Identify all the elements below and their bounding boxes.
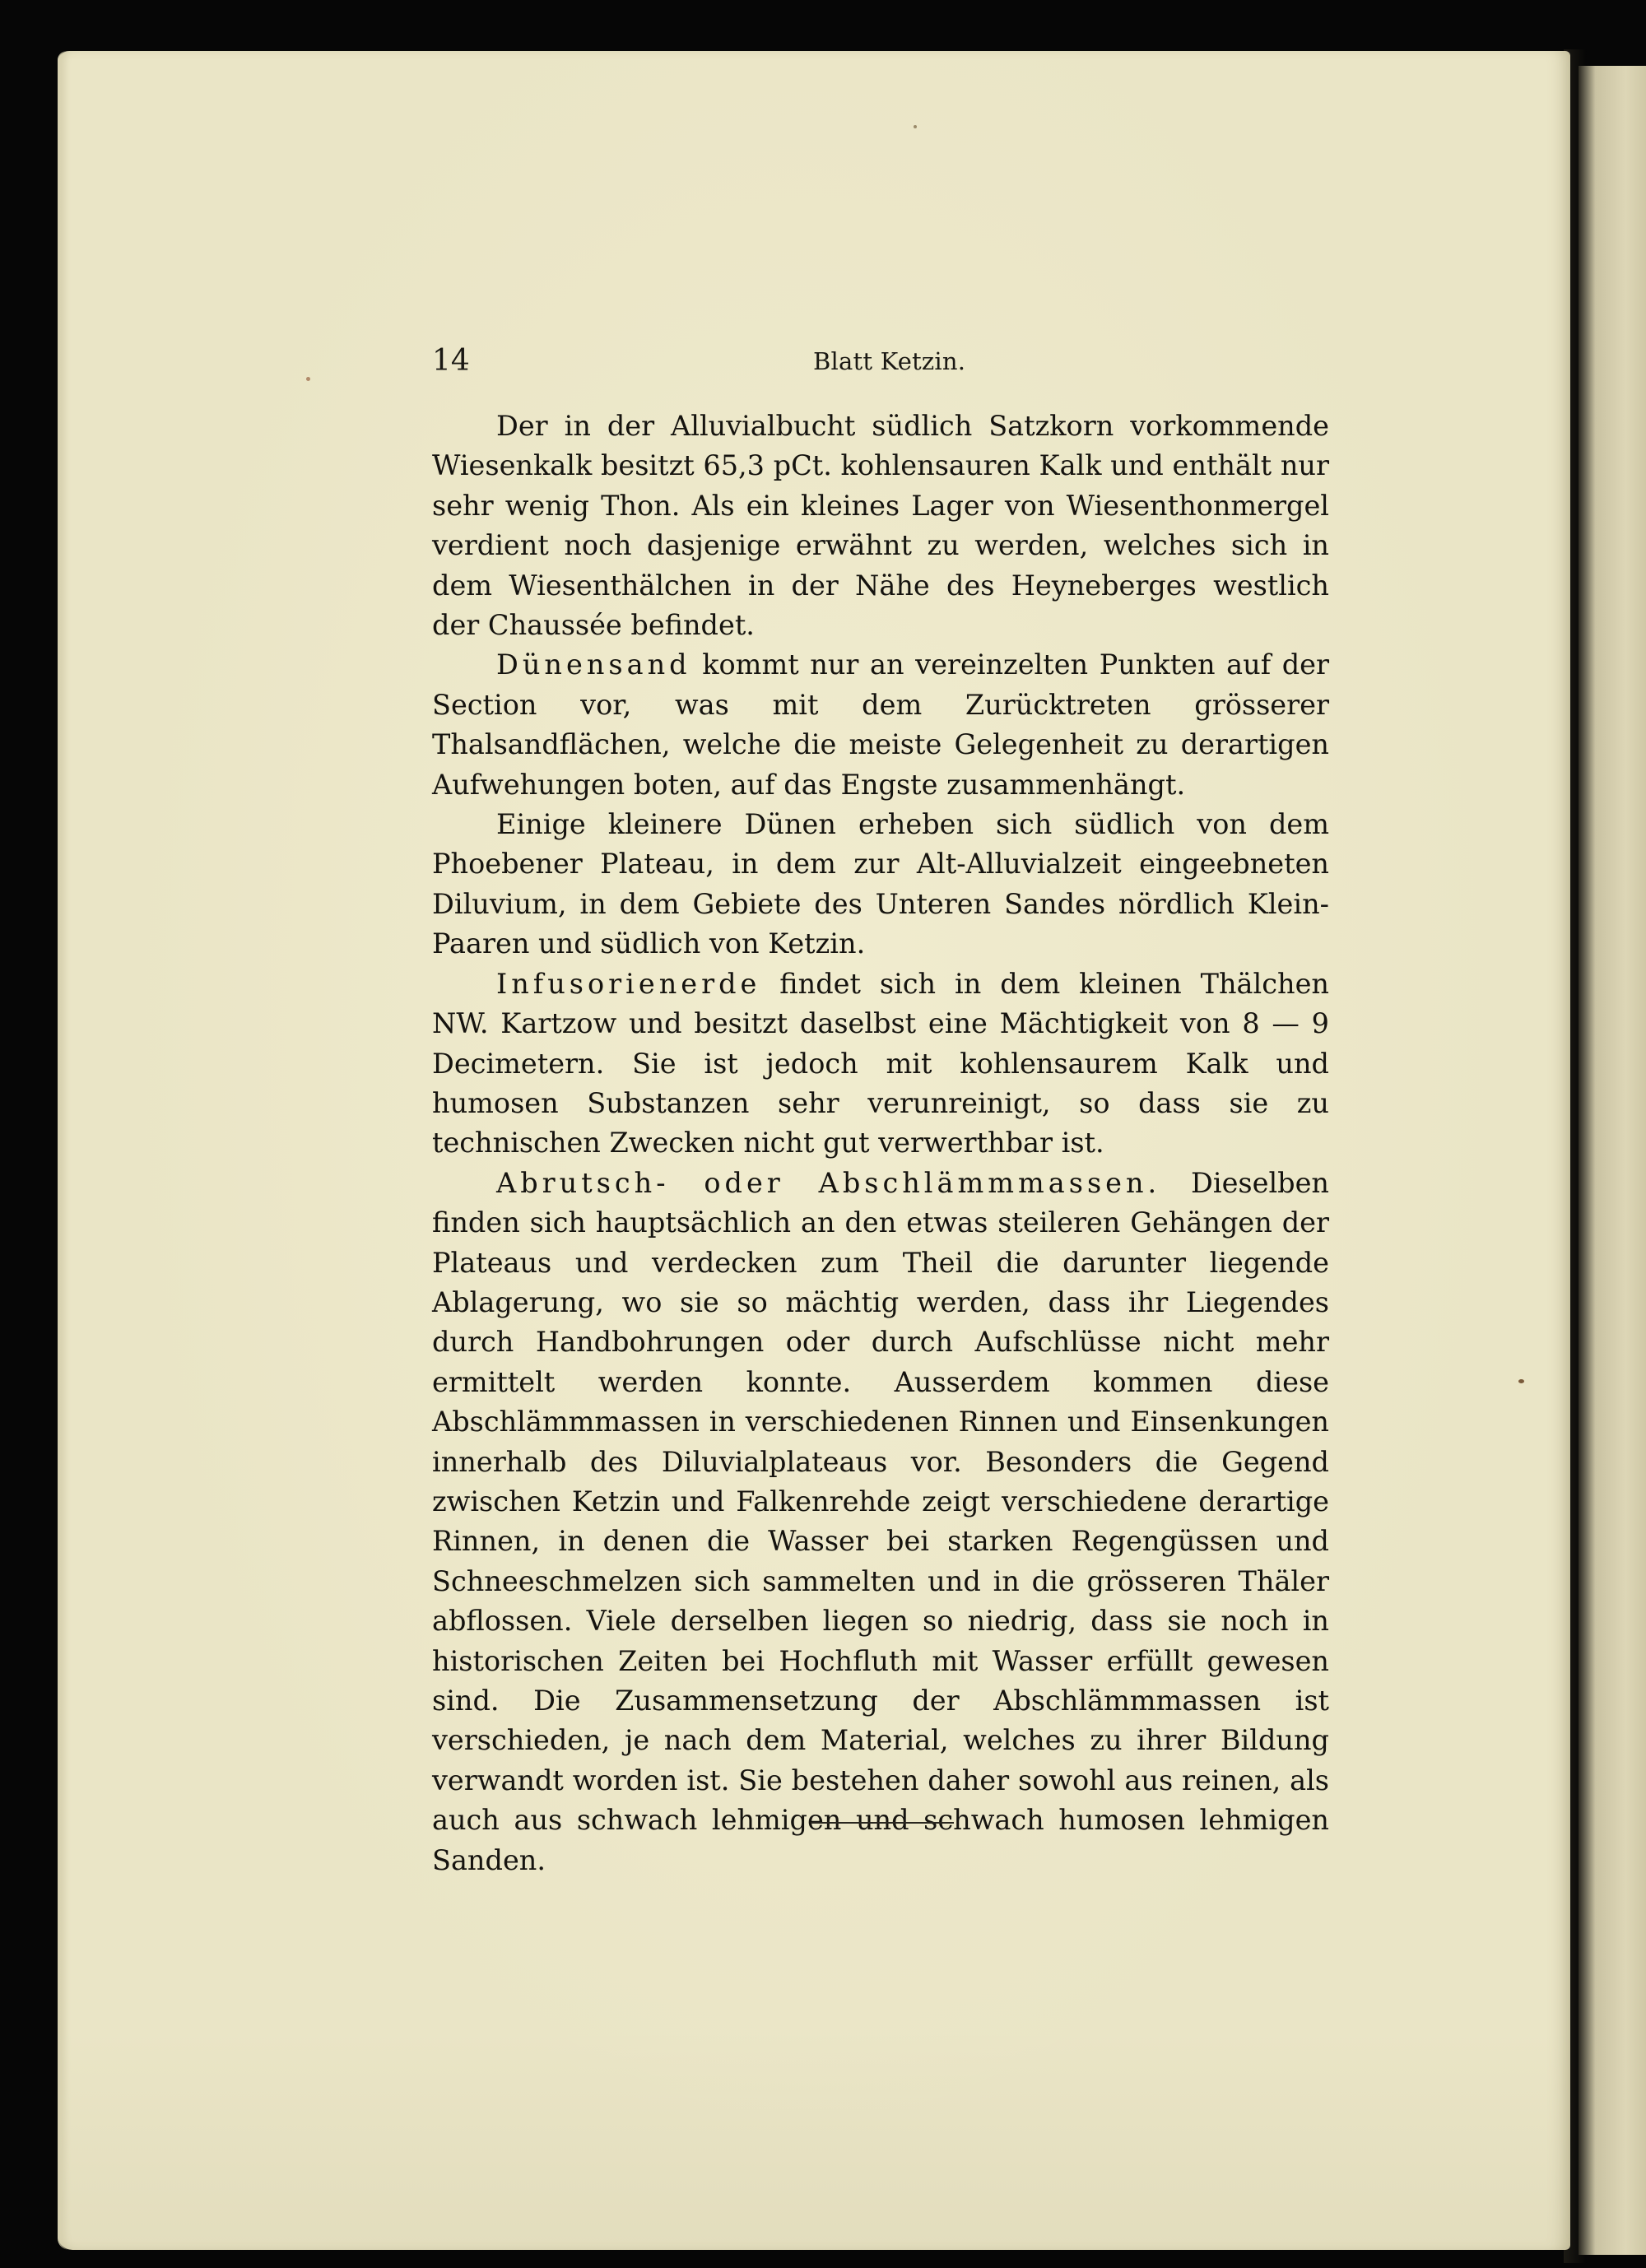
paragraph-wiesenkalk (432, 407, 1329, 645)
paper-speck (1518, 1379, 1524, 1383)
paper-speck (914, 125, 917, 128)
paragraph-text: Dieselben finden sich hauptsächlich an den etwas steileren Gehängen der Plateaus und verdecken zum Theil die darunter liegende Ablagerung, wo sie so mächtig werden, dass ihr Liegendes durch Handbohrungen oder durch Aufschlüsse nicht mehr ermittelt werden konnte. Ausserdem kommen diese Abschlämmmassen in verschiedenen Rinnen und Einsenkungen innerhalb des Diluvialplateaus vor. Besonders die Gegend zwischen Ketzin und Falkenrehde zeigt verschiedene derartige Rinnen, in denen die Wasser bei starken Regengüssen und Schneeschmelzen sich sammelten und in die grösseren Thäler abflossen. Viele derselben liegen so niedrig, dass sie noch in historischen Zeiten bei Hochfluth mit Wasser erfüllt gewesen sind. Die Zusammensetzung der Abschlämmmassen ist verschieden, je nach dem Material, welches zu ihrer Bildung verwandt worden ist. Sie bestehen daher sowohl aus reinen, als auch aus schwach lehmigen und schwach humosen lehmigen Sanden. (432, 1166, 1330, 1876)
paragraph-abschlaemmmassen (432, 1164, 1329, 1880)
paragraph-text: kommt nur an vereinzelten Punkten auf der Section vor, was mit dem Zurücktreten grösserer Thalsandflächen, welche die meiste Gelegenheit zu derartigen Aufwehungen boten, auf das Engste zusammenhängt. (432, 648, 1329, 801)
paragraph-text: findet sich in dem kleinen Thälchen NW. Kartzow und besitzt daselbst eine Mächtigkeit von 8 — 9 Decimetern. Sie ist jedoch mit kohlensaurem Kalk und humosen Substanzen sehr verunreinigt, so dass sie zu technischen Zwecken nicht gut verwerthbar ist. (432, 967, 1329, 1160)
next-page-edge (1579, 66, 1646, 2255)
paragraph-duenen (432, 805, 1329, 964)
paragraph-text: Einige kleinere Dünen erheben sich südlich von dem Phoebener Plateau, in dem zur Alt-Alluvialzeit eingeebneten Diluvium, in dem Gebiete des Unteren Sandes nördlich Klein-Paaren und südlich von Ketzin. (432, 808, 1329, 960)
page-number: 14 (432, 344, 470, 378)
running-head (0, 344, 1646, 393)
paragraph-heading: Dünensand (496, 648, 691, 681)
paragraph-text: Der in der Alluvialbucht südlich Satzkorn vorkommende Wiesenkalk besitzt 65,3 pCt. kohlensauren Kalk und enthält nur sehr wenig Thon. Als ein kleines Lager von Wiesenthonmergel verdient noch dasjenige erwähnt zu werden, welches sich in dem Wiesenthälchen in der Nähe des Heyneberges westlich der Chaussée befindet. (432, 410, 1329, 642)
paragraph-heading: Infusorienerde (496, 967, 761, 1000)
paragraph-infusorienerde (432, 964, 1329, 1164)
paragraph-heading: Abrutsch- oder Abschlämmmassen. (496, 1166, 1161, 1199)
end-rule (811, 1822, 954, 1824)
header-title: Blatt Ketzin. (813, 347, 966, 375)
body-text (432, 407, 1329, 1880)
paragraph-duenensand (432, 645, 1329, 805)
